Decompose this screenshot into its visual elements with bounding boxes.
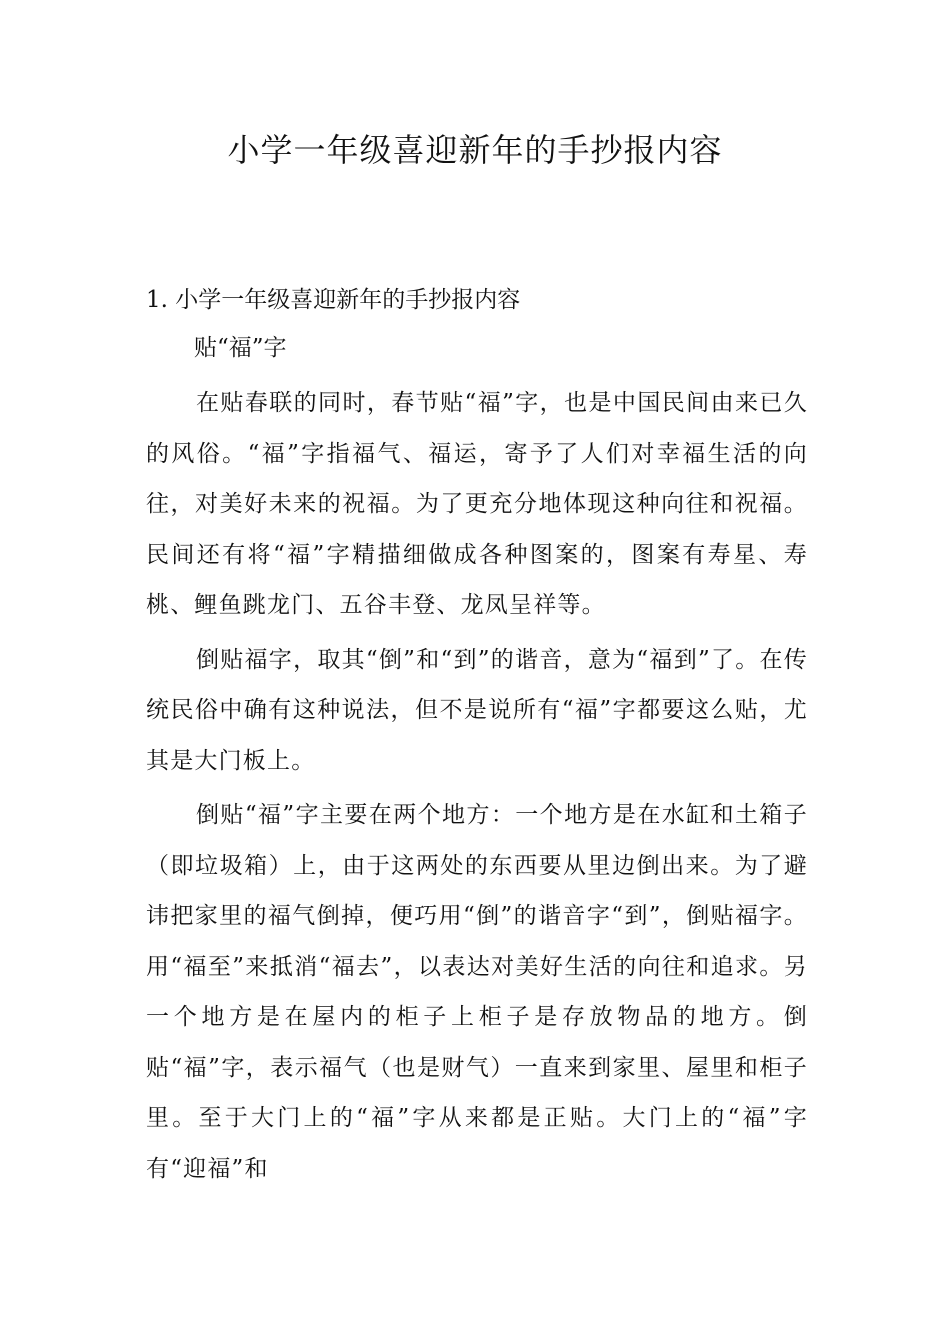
document-body (146, 280, 808, 1198)
paragraph: 在贴春联的同时，春节贴“福”字，也是中国民间由来已久的风俗。“福”字指福气、福运，寄予了人们对幸福生活的向往，对美好未来的祝福。为了更充分地体现这种向往和祝福。民间还有将“福”字精描细做成各种图案的，图案有寿星、寿桃、鲤鱼跳龙门、五谷丰登、龙凤呈祥等。 (146, 390, 808, 618)
paragraph: 倒贴福字，取其“倒”和“到”的谐音，意为“福到”了。在传统民俗中确有这种说法，但不是说所有“福”字都要这么贴，尤其是大门板上。 (146, 646, 808, 774)
section-heading: 1. 小学一年级喜迎新年的手抄报内容 (146, 287, 521, 313)
paragraph: 倒贴“福”字主要在两个地方：一个地方是在水缸和土箱子（即垃圾箱）上，由于这两处的东西要从里边倒出来。为了避讳把家里的福气倒掉，便巧用“倒”的谐音字“到”，倒贴福字。用“福至”来抵消“福去”，以表达对美好生活的向往和追求。另一个地方是在屋内的柜子上柜子是存放物品的地方。倒贴“福”字，表示福气（也是财气）一直来到家里、屋里和柜子里。至于大门上的“福”字从来都是正贴。大门上的“福”字有“迎福”和 (146, 802, 808, 1182)
document-title: 小学一年级喜迎新年的手抄报内容 (227, 131, 723, 169)
subheading: 贴“福”字 (194, 335, 287, 361)
